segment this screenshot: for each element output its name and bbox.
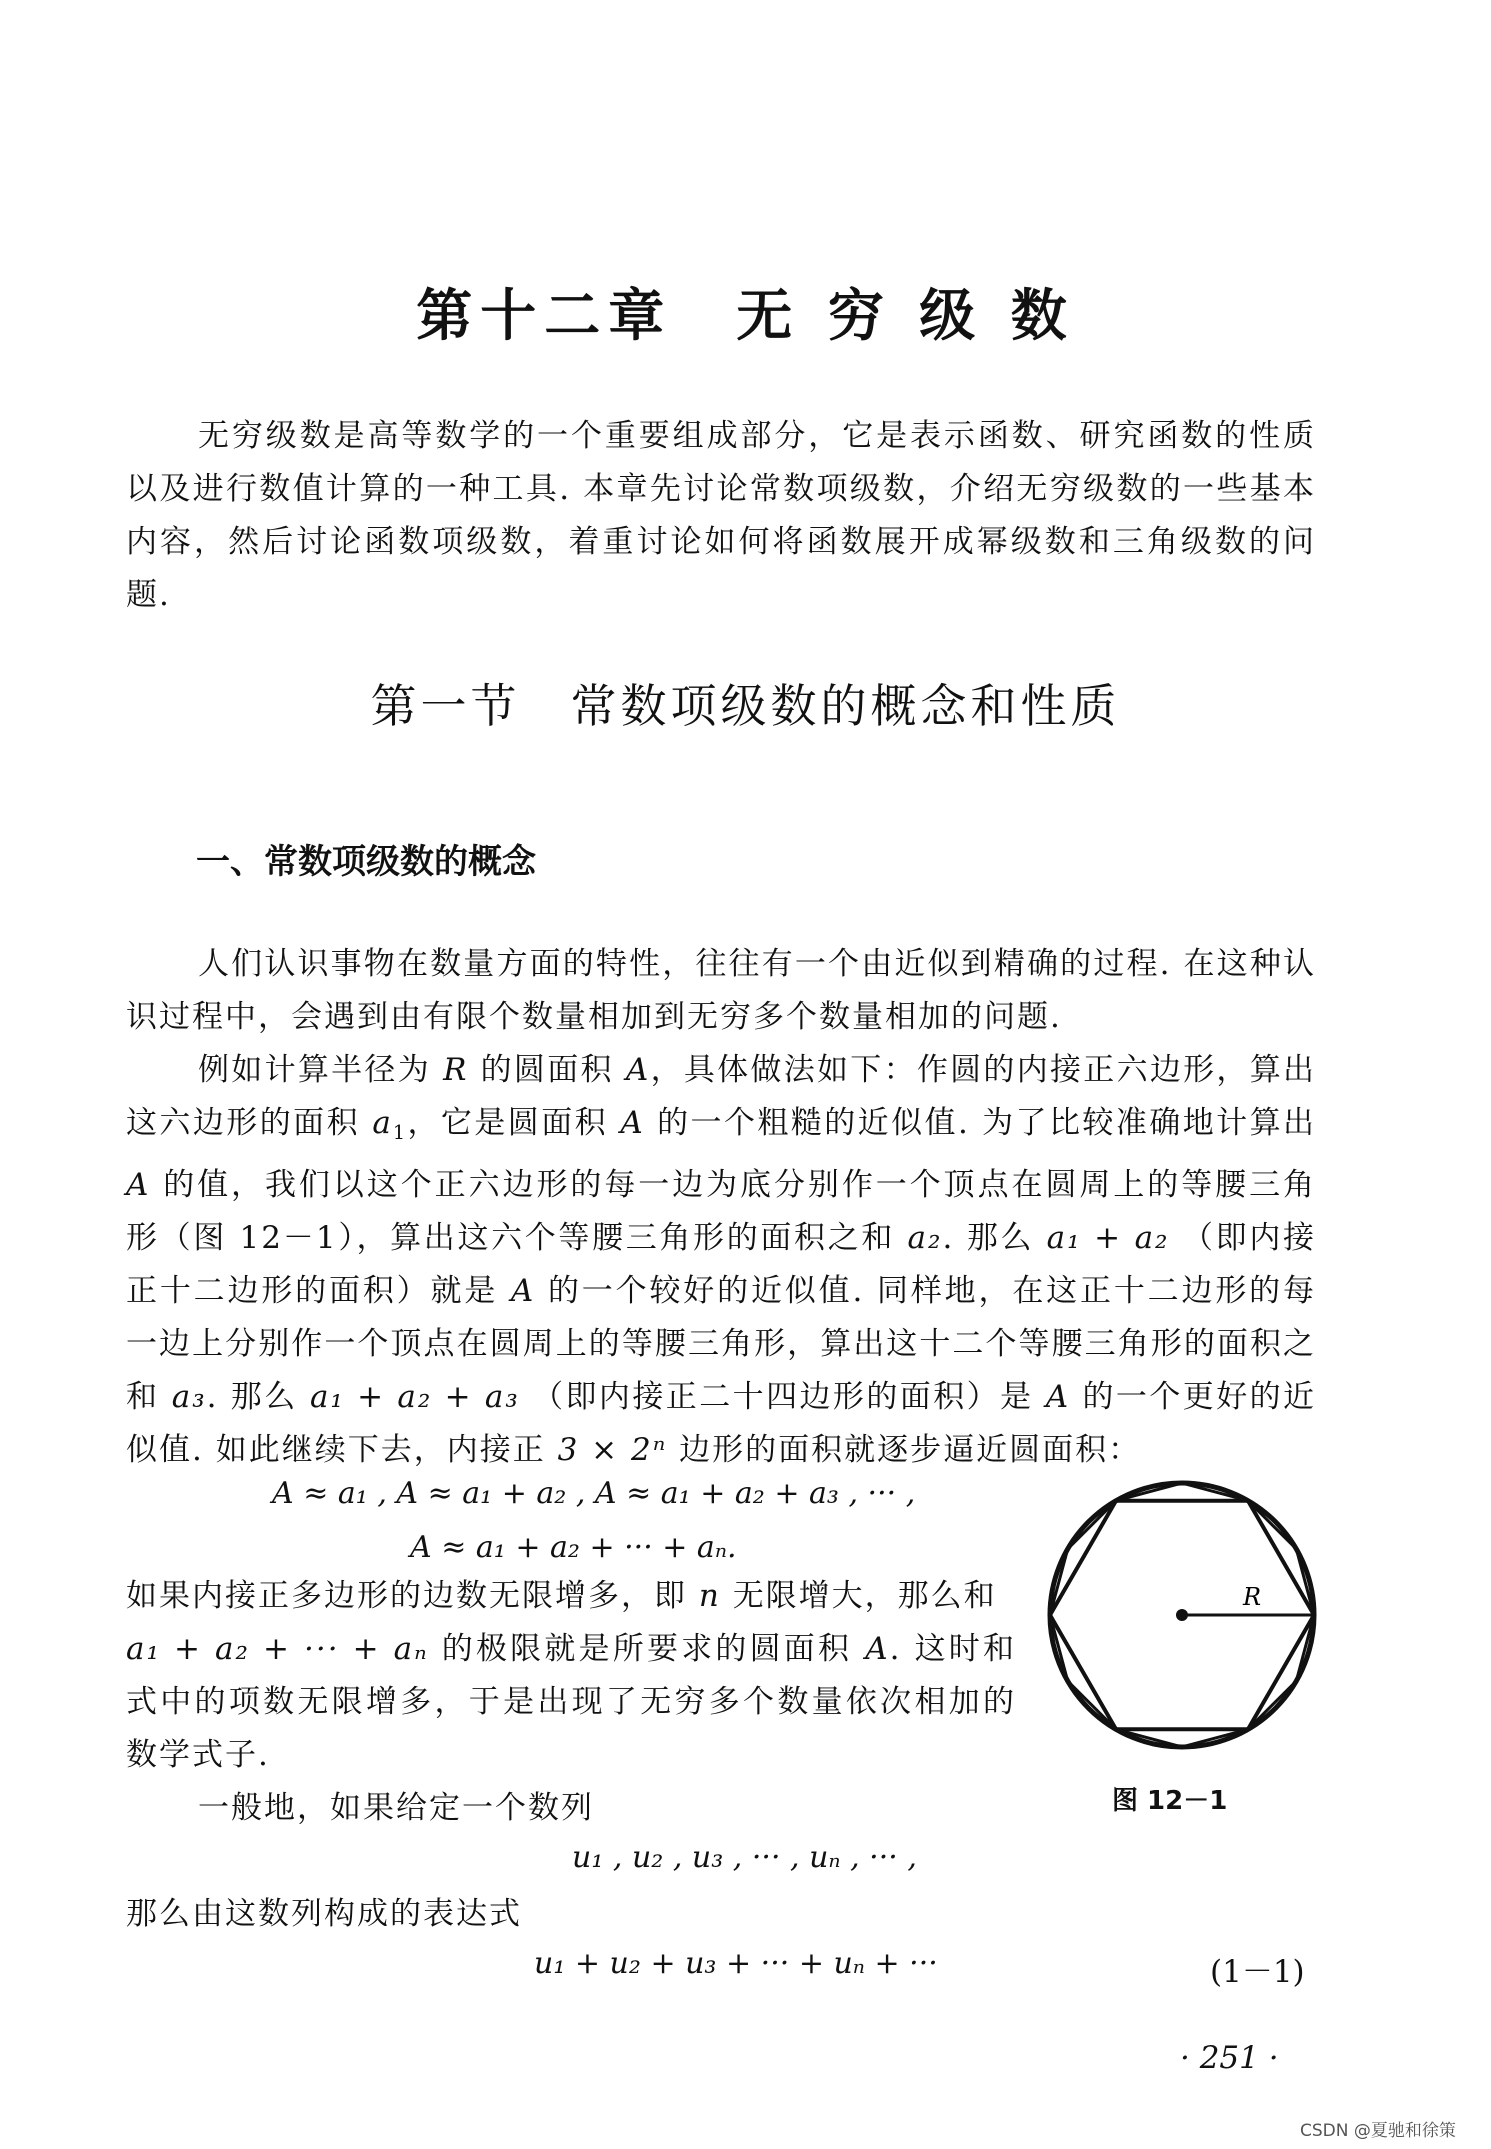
section-title: 第一节 常数项级数的概念和性质 (370, 679, 1121, 733)
inscribed-polygon-figure (1045, 1478, 1335, 1768)
paragraph-circle-area-example: 例如计算半径为 R 的圆面积 A，具体做法如下：作圆的内接正六边形，算出这六边形的面积 $a_1$，它是圆面积 A 的一个粗糙的近似值. 为了比较准确地计算出 A 的值，我们以这个正六边形的每一边为底分别作一个顶点在圆周上的等腰三角形（图 12－1），算出这六个等腰三角形的面积之和 a₂. 那么 a₁ + a₂ （即内接正十二边形的面积）就是 A 的一个较好的近似值. 同样地，在这正十二边形的每一边上分别作一个顶点在圆周上的等腰三角形，算出这十二个等腰三角形的面积之和 a₃. 那么 a₁ + a₂ + a₃ （即内接正二十四边形的面积）是 A 的一个更好的近似值. 如此继续下去，内接正 3 × 2ⁿ 边形的面积就逐步逼近圆面积： (126, 1052, 1317, 1468)
series-formula: u₁ + u₂ + u₃ + ··· + uₙ + ··· (534, 1946, 938, 1981)
paragraph-limit: 如果内接正多边形的边数无限增多，即 n 无限增大，那么和 a₁ + a₂ + ··· + aₙ 的极限就是所要求的圆面积 A. 这时和式中的项数无限增多，于是出现了无穷多个数量依次相加的数学式子. (126, 1578, 1016, 1773)
equation-number: (1－1) (1210, 1954, 1305, 1990)
paragraph-series-expression: 那么由这数列构成的表达式 (126, 1896, 522, 1932)
paragraph-approximation-intro: 人们认识事物在数量方面的特性，往往有一个由近似到精确的过程. 在这种认识过程中，会遇到由有限个数量相加到无穷多个数量相加的问题. (126, 946, 1316, 1035)
radius-label: R (1243, 1583, 1262, 1611)
approximation-formula-line2: A ≈ a₁ + a₂ + ··· + aₙ. (410, 1530, 737, 1565)
figure-caption: 图 12－1 (1112, 1786, 1228, 1816)
subsection-title: 一、常数项级数的概念 (196, 842, 536, 882)
center-point (1176, 1609, 1188, 1621)
approximation-formula-line1: A ≈ a₁ , A ≈ a₁ + a₂ , A ≈ a₁ + a₂ + a₃ , ··· , (272, 1476, 916, 1511)
sequence-formula: u₁ , u₂ , u₃ , ··· , uₙ , ··· , (572, 1840, 917, 1875)
page-number: · 251 · (1180, 2040, 1279, 2076)
intro-paragraph: 无穷级数是高等数学的一个重要组成部分，它是表示函数、研究函数的性质以及进行数值计算的一种工具. 本章先讨论常数项级数，介绍无穷级数的一些基本内容，然后讨论函数项级数，着重讨论如何将函数展开成幂级数和三角级数的问题. (126, 418, 1316, 613)
paragraph-sequence-given: 一般地，如果给定一个数列 (198, 1790, 594, 1826)
chapter-title: 第十二章 无 穷 级 数 (416, 284, 1075, 349)
watermark: CSDN @夏驰和徐策 (1300, 2121, 1456, 2141)
